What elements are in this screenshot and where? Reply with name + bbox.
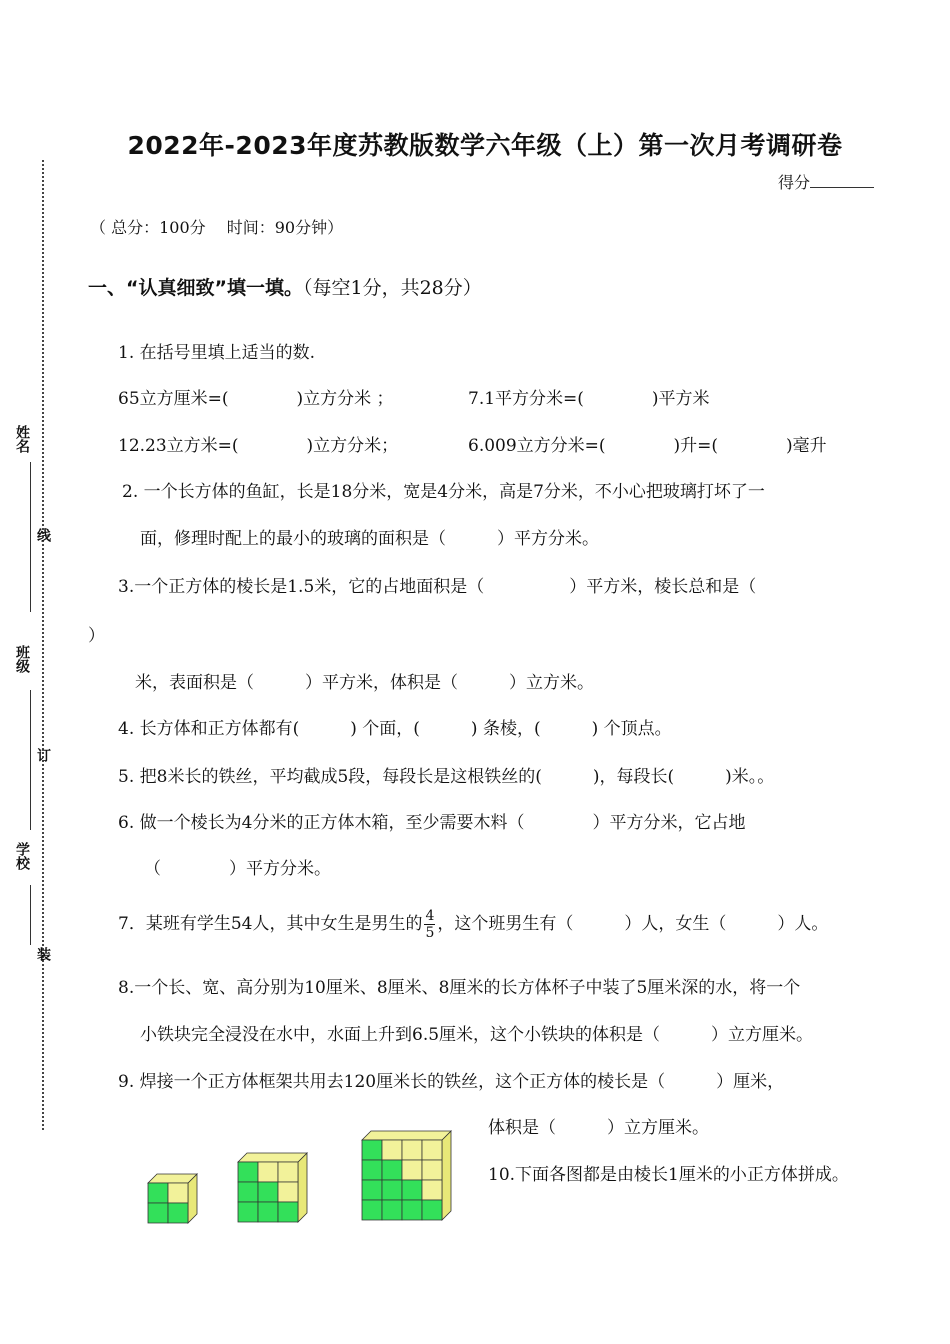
- binding-zhuang-char: 装: [35, 947, 51, 961]
- cube-figure-large-side: [442, 1131, 451, 1220]
- cube-figure-large-cell: [382, 1200, 402, 1220]
- section-1-heading: [88, 273, 482, 300]
- q7-fraction-numerator: 4: [425, 908, 435, 924]
- score-label: 得分: [778, 173, 811, 192]
- cube-figure-medium-side: [298, 1153, 307, 1222]
- q7-fraction: [424, 908, 435, 941]
- q2-line-1: 2. 一个长方体的鱼缸，长是18分米，宽是4分米，高是7分米，不小心把玻璃打坏了一: [122, 482, 765, 502]
- cube-figure-large-cell: [382, 1140, 402, 1160]
- cube-figure-small-cell: [148, 1183, 168, 1203]
- cube-figure-medium-cell: [258, 1182, 278, 1202]
- q7-suffix: ，这个班男生有（ ）人，女生（ ）人。: [437, 914, 829, 934]
- exam-meta: （ 总分：100分 时间：90分钟）: [90, 218, 344, 237]
- q3-line-3: 米，表面积是（ ）平方米，体积是（ ）立方米。: [135, 673, 594, 693]
- cube-figure-large-top: [362, 1131, 451, 1140]
- q2-line-2: 面，修理时配上的最小的玻璃的面积是（ ）平方分米。: [140, 529, 599, 549]
- page-title: 2022年-2023年度苏教版数学六年级（上）第一次月考调研卷: [127, 131, 843, 160]
- cube-figure-large-cell: [362, 1140, 382, 1160]
- q6-line-1: 6. 做一个棱长为4分米的正方体木箱，至少需要木料（ ）平方分米，它占地: [118, 813, 746, 833]
- q7-prefix: 7．某班有学生54人，其中女生是男生的: [118, 914, 423, 934]
- q3-line-1: 3.一个正方体的棱长是1.5米，它的占地面积是（ ）平方米，棱长总和是（: [118, 577, 757, 597]
- cube-figure-large-cell: [422, 1200, 442, 1220]
- cube-figure-medium-cell: [258, 1202, 278, 1222]
- cube-figure-medium-cell: [278, 1202, 298, 1222]
- cube-figure-small-top: [148, 1174, 197, 1183]
- binding-line-char: 线: [35, 528, 51, 542]
- q1-item-b: 7.1平方分米=( )平方米: [468, 389, 710, 409]
- section-1-note: （每空1分，共28分）: [302, 277, 482, 299]
- binding-school-label: 学校: [14, 842, 30, 870]
- q1-title: 1. 在括号里填上适当的数.: [118, 343, 316, 363]
- cube-figure-large-cell: [382, 1160, 402, 1180]
- binding-name-label: 姓名: [14, 425, 30, 453]
- cube-figure-large-cell: [402, 1180, 422, 1200]
- q9-line-2: 体积是（ ）立方厘米。: [488, 1118, 709, 1138]
- q4: 4. 长方体和正方体都有( ) 个面，( ) 条棱，( ) 个顶点。: [118, 719, 672, 739]
- cube-figure-large-cell: [362, 1200, 382, 1220]
- q6-line-2: （ ）平方分米。: [144, 859, 331, 879]
- q8-line-1: 8.一个长、宽、高分别为10厘米、8厘米、8厘米的长方体杯子中装了5厘米深的水，将一个: [118, 978, 801, 998]
- cube-figure-large-cell: [362, 1160, 382, 1180]
- q10: 10.下面各图都是由棱长1厘米的小正方体拼成。: [488, 1165, 849, 1185]
- q1-item-a: 65立方厘米=( )立方分米 ；: [118, 389, 394, 409]
- cube-figure-large-cell: [402, 1200, 422, 1220]
- cube-figure-large-cell: [362, 1180, 382, 1200]
- binding-ding-char: 订: [35, 748, 51, 762]
- q3-line-2: ）: [88, 626, 105, 646]
- q7-fraction-denominator: 5: [425, 925, 435, 941]
- cube-figure-large-cell: [402, 1140, 422, 1160]
- score-blank[interactable]: [810, 173, 874, 188]
- q1-item-c: 12.23立方米=( )立方分米；: [118, 436, 399, 456]
- q7: [118, 908, 828, 941]
- cube-figure-large-cell: [422, 1160, 442, 1180]
- cube-figure-medium-cell: [238, 1162, 258, 1182]
- cube-figure-small-cell: [168, 1183, 188, 1203]
- q5: 5. 把8米长的铁丝，平均截成5段，每段长是这根铁丝的( )，每段长( )米。。: [118, 767, 775, 787]
- cube-figure-small-cell: [148, 1203, 168, 1223]
- q1-item-d: 6.009立方分米=( )升=( )毫升: [468, 436, 827, 456]
- section-1-title: 一、“认真细致”填一填。: [88, 277, 303, 299]
- cube-figure-small-cell: [168, 1203, 188, 1223]
- cube-figure-medium-cell: [258, 1162, 278, 1182]
- cube-figure-medium-cell: [238, 1202, 258, 1222]
- binding-class-underline: [30, 690, 31, 830]
- cube-figure-large-cell: [402, 1160, 422, 1180]
- cube-figure-large-cell: [422, 1140, 442, 1160]
- q8-line-2: 小铁块完全浸没在水中，水面上升到6.5厘米，这个小铁块的体积是（ ）立方厘米。: [140, 1025, 814, 1045]
- binding-name-underline: [30, 462, 31, 612]
- cube-figure-large-cell: [382, 1180, 402, 1200]
- cube-figure-medium-cell: [278, 1182, 298, 1202]
- cube-figure-large-cell: [422, 1180, 442, 1200]
- cube-figure-medium-top: [238, 1153, 307, 1162]
- binding-school-underline: [30, 885, 31, 945]
- cube-figure-medium-cell: [278, 1162, 298, 1182]
- binding-class-label: 班级: [14, 645, 30, 673]
- binding-dotted-line: [42, 160, 44, 1130]
- q9-line-1: 9. 焊接一个正方体框架共用去120厘米长的铁丝，这个正方体的棱长是（ ）厘米，: [118, 1072, 785, 1092]
- cube-figures: [140, 1110, 480, 1235]
- score-field: [778, 170, 874, 193]
- cube-figure-medium-cell: [238, 1182, 258, 1202]
